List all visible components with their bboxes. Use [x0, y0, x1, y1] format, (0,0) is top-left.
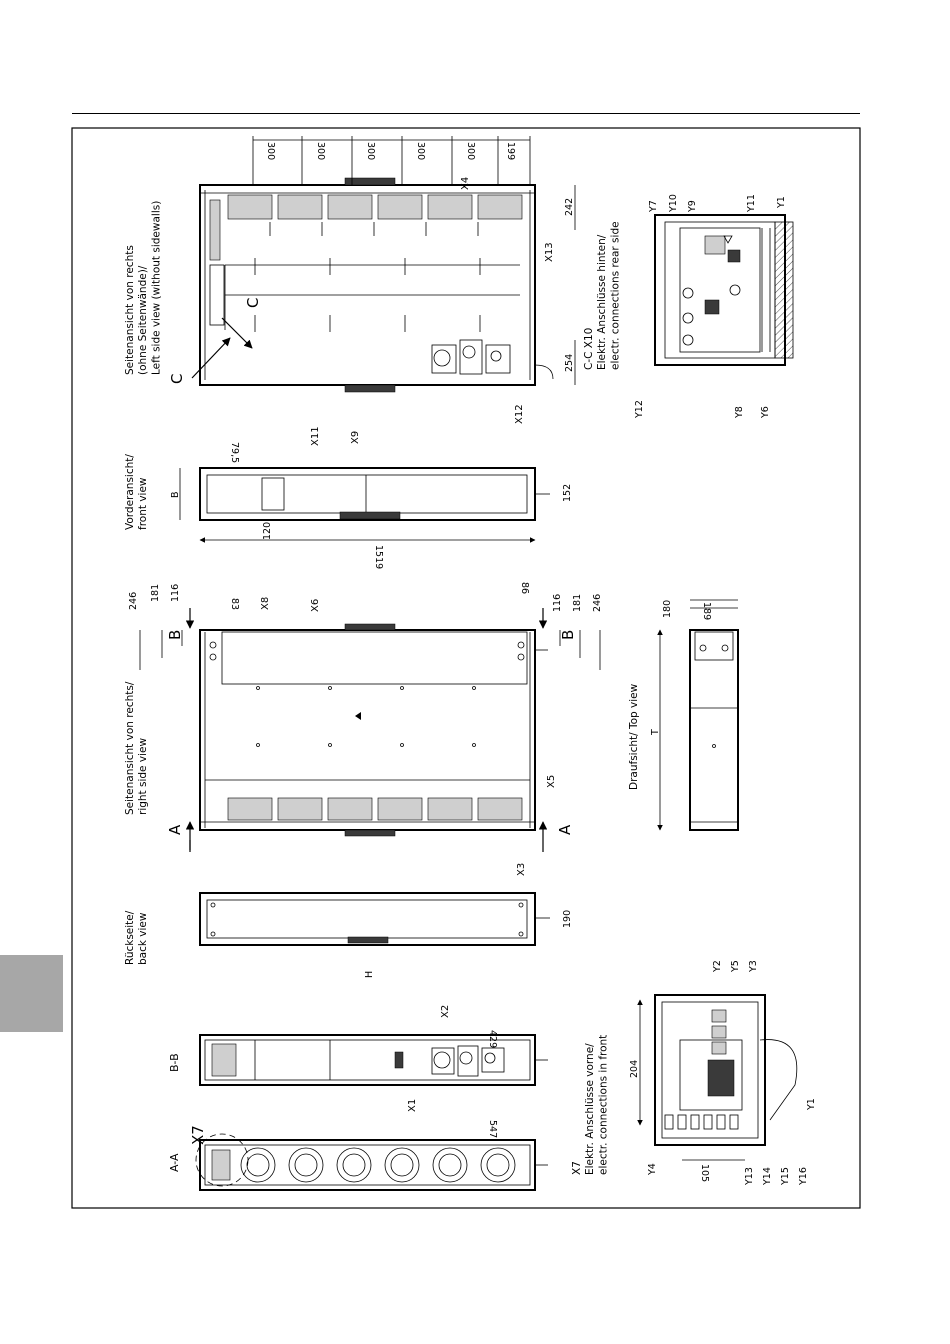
label-Y8-text: Y8	[734, 406, 745, 418]
label-Y6	[760, 406, 771, 419]
view-title-right-side-text: Seitenansicht von rechts/right side view	[124, 681, 150, 815]
dim-300-3	[365, 142, 376, 160]
label-Y15	[780, 1167, 791, 1186]
dim-1519-text: 1519	[373, 545, 384, 570]
view-title-left-side-text: Seitenansicht von rechts(ohne Seitenwände)/Left side view (without sidewalls)	[124, 200, 163, 375]
label-Y7-text: Y7	[648, 200, 659, 212]
section-mark-c-right-text: C	[244, 297, 262, 308]
view-title-top	[628, 683, 640, 790]
section-mark-a-left	[166, 824, 184, 835]
dim-105	[699, 1164, 710, 1182]
label-X2-text: X2	[440, 1004, 451, 1018]
dim-181-left-text: 181	[150, 583, 161, 602]
section-mark-a-left-text: A	[166, 824, 184, 835]
dim-120-text: 120	[262, 521, 273, 540]
dim-86	[519, 582, 530, 594]
label-X13	[544, 242, 555, 262]
view-title-bb	[168, 1053, 181, 1072]
dim-79-5-text: 79,5	[229, 442, 240, 464]
view-front	[180, 468, 550, 540]
dim-254-text: 254	[564, 353, 575, 372]
view-right-side	[140, 608, 600, 852]
label-Y16	[798, 1167, 809, 1186]
dim-83-text: 83	[229, 598, 240, 611]
dim-300-2	[315, 142, 326, 160]
label-Y16-text: Y16	[798, 1167, 809, 1185]
dim-152	[562, 484, 573, 502]
section-mark-b-right-text: B	[559, 629, 577, 640]
view-title-front	[124, 454, 149, 530]
dim-199	[505, 142, 516, 160]
view-title-conn-front-text: X7Elektr. Anschlüsse vorne/electr. connections in front	[571, 1034, 610, 1175]
label-X12	[514, 404, 525, 424]
label-Y13-text: Y13	[744, 1167, 755, 1185]
dim-300-1-text: 300	[265, 142, 276, 161]
dim-83	[229, 598, 240, 610]
label-Y3	[748, 960, 759, 973]
dim-300-2-text: 300	[315, 142, 326, 161]
view-title-conn-rear-text: C-C X10Elektr. Anschlüsse hinten/electr. connections rear side	[583, 221, 622, 370]
label-Y9-text: Y9	[687, 200, 698, 212]
dim-B	[170, 491, 181, 498]
dim-300-4	[415, 142, 426, 160]
view-title-conn-rear	[583, 221, 621, 370]
label-Y11	[746, 194, 757, 213]
dim-181-left	[150, 584, 161, 602]
dim-116-right	[552, 594, 563, 612]
label-Y5	[730, 960, 741, 973]
dim-254	[564, 354, 575, 372]
dim-300-1	[265, 142, 276, 160]
label-X9	[350, 431, 361, 444]
label-Y12-text: Y12	[634, 400, 645, 418]
dim-246-right	[592, 594, 603, 612]
label-Y11-text: Y11	[746, 194, 757, 212]
view-title-back-text: Rückseite/back view	[124, 910, 150, 965]
dim-116-right-text: 116	[552, 593, 563, 612]
section-mark-c-left	[168, 374, 186, 384]
dim-300-5	[465, 142, 476, 160]
label-Y7	[648, 200, 659, 213]
dim-547-text: 547	[487, 1120, 498, 1139]
view-section-aa	[196, 1134, 548, 1190]
dim-152-text: 152	[562, 483, 573, 502]
dim-242	[564, 198, 575, 216]
label-Y4	[647, 1163, 658, 1176]
section-mark-c-left-text: C	[168, 373, 186, 384]
dim-429	[487, 1030, 498, 1048]
dim-300-5-text: 300	[465, 142, 476, 161]
label-X5	[546, 775, 557, 788]
label-X11-text: X11	[310, 426, 321, 446]
label-X6	[310, 599, 321, 612]
view-connections-front	[640, 995, 797, 1160]
label-Y1-rear-text: Y1	[776, 196, 787, 208]
label-X6-text: X6	[310, 598, 321, 612]
label-X1	[407, 1099, 418, 1112]
view-title-conn-front	[571, 1035, 609, 1175]
label-Y15-text: Y15	[780, 1167, 791, 1185]
label-Y2	[712, 960, 723, 973]
label-Y10-text: Y10	[668, 194, 679, 212]
dim-180-text: 180	[662, 599, 673, 618]
view-back	[200, 893, 550, 945]
dim-H-text: H	[364, 970, 375, 978]
section-mark-c-right	[244, 298, 262, 308]
view-title-left-side	[124, 201, 162, 375]
view-title-aa	[168, 1153, 181, 1172]
label-X3-text: X3	[516, 862, 527, 876]
section-mark-a-right-text: A	[556, 824, 574, 835]
dim-190	[562, 910, 573, 928]
dim-180	[662, 600, 673, 618]
label-Y12	[634, 400, 645, 419]
label-Y5-text: Y5	[730, 960, 741, 972]
section-mark-b-left	[166, 630, 184, 640]
label-Y1-rear	[776, 196, 787, 209]
label-X2	[440, 1005, 451, 1018]
dim-242-text: 242	[564, 197, 575, 216]
view-top	[660, 600, 738, 830]
label-Y1-front	[806, 1098, 817, 1111]
dim-116-left	[170, 584, 181, 602]
label-X12-text: X12	[514, 404, 525, 424]
section-mark-b-left-text: B	[166, 629, 184, 640]
dim-246-right-text: 246	[592, 593, 603, 612]
view-title-x7	[189, 1125, 207, 1145]
label-Y6-text: Y6	[760, 406, 771, 418]
dim-T-text: T	[650, 729, 661, 735]
label-Y3-text: Y3	[748, 960, 759, 972]
label-Y10	[668, 194, 679, 213]
label-Y14	[762, 1167, 773, 1186]
dim-79-5	[229, 442, 240, 463]
section-mark-b-right	[559, 630, 577, 640]
dim-1519	[373, 545, 384, 569]
dim-181-right-text: 181	[572, 593, 583, 612]
label-Y4-text: Y4	[647, 1163, 658, 1175]
dim-204-text: 204	[629, 1059, 640, 1078]
view-connections-rear	[655, 215, 793, 365]
label-Y1-front-text: Y1	[806, 1098, 817, 1110]
label-X8-text: X8	[260, 596, 271, 610]
dim-199-text: 199	[505, 142, 516, 161]
view-title-right-side	[124, 681, 149, 815]
dim-204	[629, 1060, 640, 1078]
dim-300-4-text: 300	[415, 142, 426, 161]
dim-116-left-text: 116	[170, 583, 181, 602]
dim-H	[364, 971, 375, 978]
dim-86-text: 86	[519, 582, 530, 595]
label-Y13	[744, 1167, 755, 1186]
dim-246-left-text: 246	[128, 591, 139, 610]
dim-120	[262, 522, 273, 540]
view-left-side	[192, 136, 575, 392]
dim-105-text: 105	[699, 1164, 710, 1183]
label-X1-text: X1	[407, 1098, 418, 1112]
dim-B-text: B	[170, 491, 181, 498]
section-mark-a-right	[556, 824, 574, 835]
label-Y2-text: Y2	[712, 960, 723, 972]
dim-429-text: 429	[487, 1030, 498, 1049]
label-X13-text: X13	[544, 242, 555, 262]
view-title-back	[124, 910, 149, 965]
dim-300-3-text: 300	[365, 142, 376, 161]
label-X11	[310, 426, 321, 446]
dim-547	[487, 1120, 498, 1138]
view-title-top-text: Draufsicht/ Top view	[628, 683, 640, 790]
label-X4-text: X4	[460, 176, 471, 190]
dim-181-right	[572, 594, 583, 612]
dim-190-text: 190	[562, 909, 573, 928]
label-X4	[460, 177, 471, 190]
view-title-front-text: Vorderansicht/front view	[124, 454, 150, 530]
label-Y9	[687, 200, 698, 213]
view-title-bb-text: B-B	[168, 1053, 181, 1072]
dim-189	[701, 602, 712, 620]
dim-246-left	[128, 592, 139, 610]
label-X3	[516, 863, 527, 876]
label-X9-text: X9	[350, 430, 361, 444]
label-Y14-text: Y14	[762, 1167, 773, 1185]
dim-189-text: 189	[701, 602, 712, 621]
view-title-aa-text: A-A	[168, 1153, 181, 1172]
view-title-x7-text: X7	[189, 1125, 207, 1145]
label-Y8	[734, 406, 745, 419]
label-X8	[260, 597, 271, 610]
label-X5-text: X5	[546, 774, 557, 788]
dim-T	[650, 729, 661, 736]
